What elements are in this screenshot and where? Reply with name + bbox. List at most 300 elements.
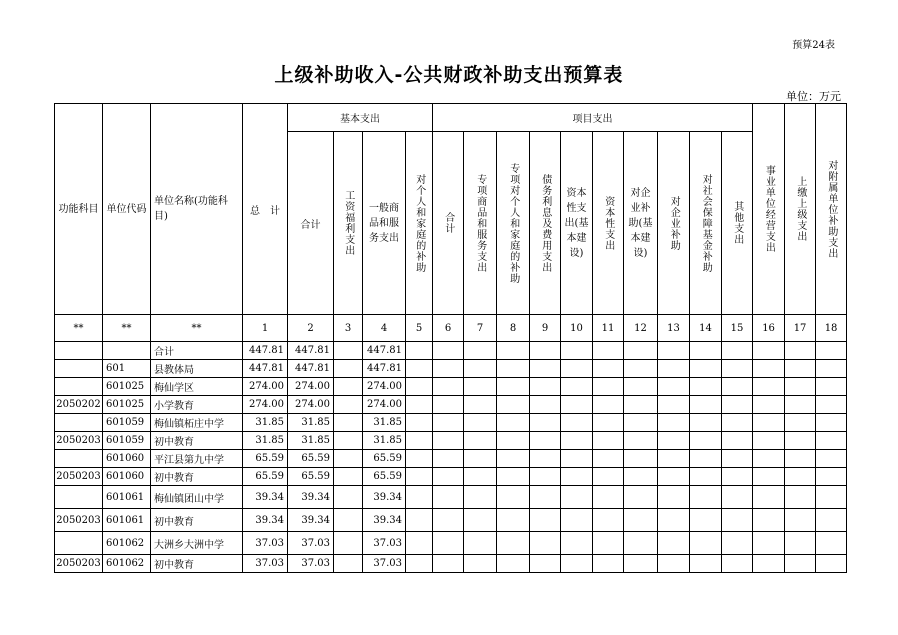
header-unit-code: 单位代码 bbox=[103, 104, 151, 315]
empty-cell bbox=[690, 509, 722, 532]
empty-cell bbox=[690, 378, 722, 396]
empty-cell bbox=[658, 360, 690, 378]
empty-cell bbox=[785, 432, 816, 450]
basic-subtotal-cell: 65.59 bbox=[288, 450, 334, 468]
empty-cell bbox=[624, 360, 658, 378]
empty-cell bbox=[464, 360, 497, 378]
empty-cell bbox=[497, 360, 530, 378]
empty-cell bbox=[593, 360, 624, 378]
empty-cell bbox=[433, 378, 464, 396]
empty-cell bbox=[497, 378, 530, 396]
empty-cell bbox=[497, 509, 530, 532]
empty-cell bbox=[593, 432, 624, 450]
empty-cell bbox=[785, 486, 816, 509]
empty-cell bbox=[753, 509, 785, 532]
column-index-cell: 1 bbox=[243, 315, 288, 342]
header-subordinate-subsidy: 对附属单位补助支出 bbox=[816, 104, 847, 315]
func-code-cell bbox=[55, 450, 103, 468]
func-code-cell: 2050203 bbox=[55, 555, 103, 573]
column-index-cell: ** bbox=[55, 315, 103, 342]
empty-cell bbox=[816, 396, 847, 414]
total-cell: 65.59 bbox=[243, 468, 288, 486]
table-body bbox=[55, 315, 847, 573]
total-cell: 37.03 bbox=[243, 532, 288, 555]
empty-cell bbox=[464, 486, 497, 509]
empty-cell bbox=[464, 450, 497, 468]
empty-cell bbox=[497, 486, 530, 509]
empty-cell bbox=[785, 555, 816, 573]
header-special-goods: 专项商品和服务支出 bbox=[464, 132, 497, 315]
salary-welfare-cell bbox=[334, 342, 363, 360]
empty-cell bbox=[464, 378, 497, 396]
header-enterprise-construction: 对企业补助(基本建设) bbox=[624, 132, 658, 315]
total-cell: 39.34 bbox=[243, 486, 288, 509]
column-index-cell: ** bbox=[151, 315, 243, 342]
empty-cell bbox=[690, 360, 722, 378]
func-code-cell bbox=[55, 486, 103, 509]
empty-cell bbox=[816, 342, 847, 360]
empty-cell bbox=[722, 378, 753, 396]
empty-cell bbox=[530, 468, 561, 486]
empty-cell bbox=[722, 509, 753, 532]
empty-cell bbox=[785, 532, 816, 555]
empty-cell bbox=[722, 555, 753, 573]
unit-name-cell: 县教体局 bbox=[151, 360, 243, 378]
empty-cell bbox=[561, 509, 593, 532]
empty-cell bbox=[658, 396, 690, 414]
header-salary-welfare: 工资福利支出 bbox=[334, 132, 363, 315]
header-func-code: 功能科目 bbox=[55, 104, 103, 315]
empty-cell bbox=[433, 555, 464, 573]
empty-cell bbox=[561, 360, 593, 378]
empty-cell bbox=[593, 486, 624, 509]
empty-cell bbox=[433, 486, 464, 509]
table-row bbox=[55, 486, 847, 509]
column-index-cell: 18 bbox=[816, 315, 847, 342]
salary-welfare-cell bbox=[334, 532, 363, 555]
empty-cell bbox=[658, 432, 690, 450]
column-index-cell: 16 bbox=[753, 315, 785, 342]
unit-name-cell: 小学教育 bbox=[151, 396, 243, 414]
total-cell: 65.59 bbox=[243, 450, 288, 468]
goods-services-cell: 39.34 bbox=[363, 509, 406, 532]
empty-cell bbox=[658, 378, 690, 396]
empty-cell bbox=[690, 532, 722, 555]
unit-code-cell: 601062 bbox=[103, 532, 151, 555]
header-total: 总 计 bbox=[243, 104, 288, 315]
header-debt-interest: 债务利息及费用支出 bbox=[530, 132, 561, 315]
salary-welfare-cell bbox=[334, 486, 363, 509]
goods-services-cell: 274.00 bbox=[363, 378, 406, 396]
empty-cell bbox=[561, 342, 593, 360]
empty-cell bbox=[722, 450, 753, 468]
empty-cell bbox=[497, 342, 530, 360]
empty-cell bbox=[624, 468, 658, 486]
empty-cell bbox=[816, 414, 847, 432]
empty-cell bbox=[785, 378, 816, 396]
empty-cell bbox=[406, 432, 433, 450]
empty-cell bbox=[593, 342, 624, 360]
empty-cell bbox=[530, 555, 561, 573]
table-row bbox=[55, 532, 847, 555]
header-enterprise-subsidy: 对企业补助 bbox=[658, 132, 690, 315]
empty-cell bbox=[593, 396, 624, 414]
empty-cell bbox=[406, 509, 433, 532]
salary-welfare-cell bbox=[334, 378, 363, 396]
unit-name-cell: 大洲乡大洲中学 bbox=[151, 532, 243, 555]
empty-cell bbox=[433, 432, 464, 450]
empty-cell bbox=[433, 342, 464, 360]
empty-cell bbox=[658, 486, 690, 509]
empty-cell bbox=[658, 468, 690, 486]
basic-subtotal-cell: 447.81 bbox=[288, 342, 334, 360]
unit-code-cell: 601025 bbox=[103, 378, 151, 396]
empty-cell bbox=[530, 450, 561, 468]
empty-cell bbox=[593, 414, 624, 432]
empty-cell bbox=[530, 532, 561, 555]
empty-cell bbox=[497, 555, 530, 573]
empty-cell bbox=[530, 432, 561, 450]
header-capital-other: 资本性支出 bbox=[593, 132, 624, 315]
unit-code-cell bbox=[103, 342, 151, 360]
empty-cell bbox=[406, 360, 433, 378]
empty-cell bbox=[722, 468, 753, 486]
empty-cell bbox=[593, 450, 624, 468]
empty-cell bbox=[624, 555, 658, 573]
unit-name-cell: 梅仙镇团山中学 bbox=[151, 486, 243, 509]
total-cell: 37.03 bbox=[243, 555, 288, 573]
empty-cell bbox=[464, 468, 497, 486]
empty-cell bbox=[433, 450, 464, 468]
empty-cell bbox=[658, 509, 690, 532]
unit-name-cell: 初中教育 bbox=[151, 468, 243, 486]
empty-cell bbox=[433, 360, 464, 378]
goods-services-cell: 31.85 bbox=[363, 414, 406, 432]
unit-code-cell: 601 bbox=[103, 360, 151, 378]
empty-cell bbox=[561, 486, 593, 509]
header-personal-subsidy: 对个人和家庭的补助 bbox=[406, 132, 433, 315]
empty-cell bbox=[722, 396, 753, 414]
goods-services-cell: 274.00 bbox=[363, 396, 406, 414]
empty-cell bbox=[753, 555, 785, 573]
total-cell: 447.81 bbox=[243, 360, 288, 378]
header-remit-superior: 上缴上级支出 bbox=[785, 104, 816, 315]
empty-cell bbox=[406, 450, 433, 468]
table-row bbox=[55, 360, 847, 378]
column-index-cell: 15 bbox=[722, 315, 753, 342]
empty-cell bbox=[624, 432, 658, 450]
empty-cell bbox=[464, 509, 497, 532]
empty-cell bbox=[722, 432, 753, 450]
empty-cell bbox=[690, 432, 722, 450]
empty-cell bbox=[433, 532, 464, 555]
empty-cell bbox=[497, 432, 530, 450]
unit-name-cell: 梅仙镇柘庄中学 bbox=[151, 414, 243, 432]
func-code-cell bbox=[55, 360, 103, 378]
table-row bbox=[55, 509, 847, 532]
empty-cell bbox=[753, 532, 785, 555]
header-business-ops: 事业单位经营支出 bbox=[753, 104, 785, 315]
empty-cell bbox=[624, 509, 658, 532]
basic-subtotal-cell: 274.00 bbox=[288, 378, 334, 396]
empty-cell bbox=[658, 342, 690, 360]
table-row bbox=[55, 378, 847, 396]
basic-subtotal-cell: 447.81 bbox=[288, 360, 334, 378]
empty-cell bbox=[464, 532, 497, 555]
empty-cell bbox=[753, 342, 785, 360]
total-cell: 39.34 bbox=[243, 509, 288, 532]
empty-cell bbox=[406, 468, 433, 486]
table-row bbox=[55, 450, 847, 468]
header-unit-name: 单位名称(功能科目) bbox=[151, 104, 243, 315]
total-cell: 447.81 bbox=[243, 342, 288, 360]
empty-cell bbox=[690, 468, 722, 486]
empty-cell bbox=[530, 509, 561, 532]
empty-cell bbox=[433, 396, 464, 414]
empty-cell bbox=[816, 555, 847, 573]
unit-code-cell: 601060 bbox=[103, 468, 151, 486]
salary-welfare-cell bbox=[334, 396, 363, 414]
empty-cell bbox=[433, 509, 464, 532]
goods-services-cell: 39.34 bbox=[363, 486, 406, 509]
empty-cell bbox=[690, 450, 722, 468]
empty-cell bbox=[497, 396, 530, 414]
func-code-cell bbox=[55, 532, 103, 555]
unit-label: 单位：万元 bbox=[786, 90, 841, 103]
empty-cell bbox=[624, 342, 658, 360]
empty-cell bbox=[497, 450, 530, 468]
empty-cell bbox=[561, 468, 593, 486]
header-project-group: 项目支出 bbox=[433, 104, 753, 132]
func-code-cell: 2050203 bbox=[55, 509, 103, 532]
func-code-cell: 2050203 bbox=[55, 432, 103, 450]
table-row bbox=[55, 432, 847, 450]
empty-cell bbox=[753, 414, 785, 432]
empty-cell bbox=[816, 486, 847, 509]
column-index-cell: 6 bbox=[433, 315, 464, 342]
empty-cell bbox=[658, 555, 690, 573]
empty-cell bbox=[816, 360, 847, 378]
func-code-cell: 2050203 bbox=[55, 468, 103, 486]
goods-services-cell: 31.85 bbox=[363, 432, 406, 450]
empty-cell bbox=[406, 486, 433, 509]
empty-cell bbox=[690, 486, 722, 509]
empty-cell bbox=[722, 360, 753, 378]
column-index-cell: 17 bbox=[785, 315, 816, 342]
empty-cell bbox=[406, 396, 433, 414]
empty-cell bbox=[816, 468, 847, 486]
total-cell: 31.85 bbox=[243, 432, 288, 450]
empty-cell bbox=[464, 342, 497, 360]
empty-cell bbox=[785, 396, 816, 414]
goods-services-cell: 37.03 bbox=[363, 532, 406, 555]
header-basic-subtotal: 合计 bbox=[288, 132, 334, 315]
empty-cell bbox=[561, 532, 593, 555]
empty-cell bbox=[753, 432, 785, 450]
empty-cell bbox=[658, 414, 690, 432]
empty-cell bbox=[690, 414, 722, 432]
unit-code-cell: 601062 bbox=[103, 555, 151, 573]
empty-cell bbox=[464, 432, 497, 450]
empty-cell bbox=[406, 555, 433, 573]
column-index-cell: 9 bbox=[530, 315, 561, 342]
unit-code-cell: 601061 bbox=[103, 486, 151, 509]
empty-cell bbox=[785, 342, 816, 360]
salary-welfare-cell bbox=[334, 432, 363, 450]
empty-cell bbox=[433, 468, 464, 486]
header-goods-services: 一般商品和服务支出 bbox=[363, 132, 406, 315]
basic-subtotal-cell: 65.59 bbox=[288, 468, 334, 486]
unit-name-cell: 初中教育 bbox=[151, 509, 243, 532]
header-other-expense: 其他支出 bbox=[722, 132, 753, 315]
table-row bbox=[55, 468, 847, 486]
empty-cell bbox=[785, 468, 816, 486]
empty-cell bbox=[406, 378, 433, 396]
empty-cell bbox=[530, 378, 561, 396]
empty-cell bbox=[561, 414, 593, 432]
table-header bbox=[55, 104, 847, 315]
empty-cell bbox=[593, 468, 624, 486]
empty-cell bbox=[464, 414, 497, 432]
empty-cell bbox=[785, 414, 816, 432]
unit-name-cell: 梅仙学区 bbox=[151, 378, 243, 396]
empty-cell bbox=[406, 342, 433, 360]
column-index-cell: 12 bbox=[624, 315, 658, 342]
empty-cell bbox=[624, 414, 658, 432]
column-index-cell: 14 bbox=[690, 315, 722, 342]
empty-cell bbox=[690, 396, 722, 414]
empty-cell bbox=[530, 360, 561, 378]
empty-cell bbox=[624, 396, 658, 414]
header-social-security: 对社会保障基金补助 bbox=[690, 132, 722, 315]
column-index-cell: 7 bbox=[464, 315, 497, 342]
empty-cell bbox=[561, 432, 593, 450]
empty-cell bbox=[406, 532, 433, 555]
goods-services-cell: 447.81 bbox=[363, 342, 406, 360]
unit-code-cell: 601061 bbox=[103, 509, 151, 532]
empty-cell bbox=[753, 468, 785, 486]
goods-services-cell: 447.81 bbox=[363, 360, 406, 378]
empty-cell bbox=[690, 342, 722, 360]
unit-name-cell: 初中教育 bbox=[151, 555, 243, 573]
empty-cell bbox=[593, 555, 624, 573]
empty-cell bbox=[561, 450, 593, 468]
empty-cell bbox=[561, 378, 593, 396]
empty-cell bbox=[561, 555, 593, 573]
salary-welfare-cell bbox=[334, 450, 363, 468]
basic-subtotal-cell: 274.00 bbox=[288, 396, 334, 414]
column-index-cell: ** bbox=[103, 315, 151, 342]
unit-code-cell: 601059 bbox=[103, 414, 151, 432]
unit-code-cell: 601059 bbox=[103, 432, 151, 450]
unit-name-cell: 初中教育 bbox=[151, 432, 243, 450]
empty-cell bbox=[785, 509, 816, 532]
empty-cell bbox=[753, 450, 785, 468]
total-cell: 274.00 bbox=[243, 396, 288, 414]
empty-cell bbox=[753, 378, 785, 396]
empty-cell bbox=[530, 342, 561, 360]
empty-cell bbox=[624, 486, 658, 509]
empty-cell bbox=[753, 360, 785, 378]
basic-subtotal-cell: 37.03 bbox=[288, 555, 334, 573]
empty-cell bbox=[464, 396, 497, 414]
empty-cell bbox=[722, 342, 753, 360]
unit-name-cell: 合计 bbox=[151, 342, 243, 360]
func-code-cell: 2050202 bbox=[55, 396, 103, 414]
empty-cell bbox=[593, 378, 624, 396]
salary-welfare-cell bbox=[334, 468, 363, 486]
empty-cell bbox=[433, 414, 464, 432]
budget-table bbox=[54, 103, 847, 573]
empty-cell bbox=[530, 396, 561, 414]
column-index-cell: 13 bbox=[658, 315, 690, 342]
salary-welfare-cell bbox=[334, 555, 363, 573]
table-row bbox=[55, 342, 847, 360]
empty-cell bbox=[785, 360, 816, 378]
empty-cell bbox=[593, 509, 624, 532]
header-basic-group: 基本支出 bbox=[288, 104, 433, 132]
column-index-cell: 3 bbox=[334, 315, 363, 342]
empty-cell bbox=[561, 396, 593, 414]
empty-cell bbox=[722, 486, 753, 509]
empty-cell bbox=[624, 532, 658, 555]
unit-name-cell: 平江县第九中学 bbox=[151, 450, 243, 468]
column-index-cell: 5 bbox=[406, 315, 433, 342]
column-index-cell: 8 bbox=[497, 315, 530, 342]
salary-welfare-cell bbox=[334, 414, 363, 432]
column-index-cell: 4 bbox=[363, 315, 406, 342]
goods-services-cell: 37.03 bbox=[363, 555, 406, 573]
table-row bbox=[55, 555, 847, 573]
unit-code-cell: 601060 bbox=[103, 450, 151, 468]
header-capital-construction: 资本性支出(基本建设) bbox=[561, 132, 593, 315]
empty-cell bbox=[658, 450, 690, 468]
empty-cell bbox=[530, 414, 561, 432]
empty-cell bbox=[624, 378, 658, 396]
goods-services-cell: 65.59 bbox=[363, 468, 406, 486]
table-row bbox=[55, 414, 847, 432]
empty-cell bbox=[753, 486, 785, 509]
total-cell: 31.85 bbox=[243, 414, 288, 432]
empty-cell bbox=[530, 486, 561, 509]
empty-cell bbox=[785, 450, 816, 468]
empty-cell bbox=[497, 532, 530, 555]
basic-subtotal-cell: 37.03 bbox=[288, 532, 334, 555]
salary-welfare-cell bbox=[334, 509, 363, 532]
empty-cell bbox=[816, 432, 847, 450]
form-number: 预算24表 bbox=[792, 40, 835, 51]
total-cell: 274.00 bbox=[243, 378, 288, 396]
basic-subtotal-cell: 39.34 bbox=[288, 509, 334, 532]
empty-cell bbox=[816, 378, 847, 396]
header-special-personal: 专项对个人和家庭的补助 bbox=[497, 132, 530, 315]
empty-cell bbox=[593, 532, 624, 555]
empty-cell bbox=[722, 414, 753, 432]
func-code-cell bbox=[55, 342, 103, 360]
empty-cell bbox=[624, 450, 658, 468]
table-row bbox=[55, 396, 847, 414]
empty-cell bbox=[753, 396, 785, 414]
page-title: 上级补助收入-公共财政补助支出预算表 bbox=[274, 64, 624, 86]
unit-code-cell: 601025 bbox=[103, 396, 151, 414]
empty-cell bbox=[816, 509, 847, 532]
column-index-cell: 2 bbox=[288, 315, 334, 342]
func-code-cell bbox=[55, 414, 103, 432]
empty-cell bbox=[464, 555, 497, 573]
column-index-cell: 11 bbox=[593, 315, 624, 342]
empty-cell bbox=[406, 414, 433, 432]
func-code-cell bbox=[55, 378, 103, 396]
